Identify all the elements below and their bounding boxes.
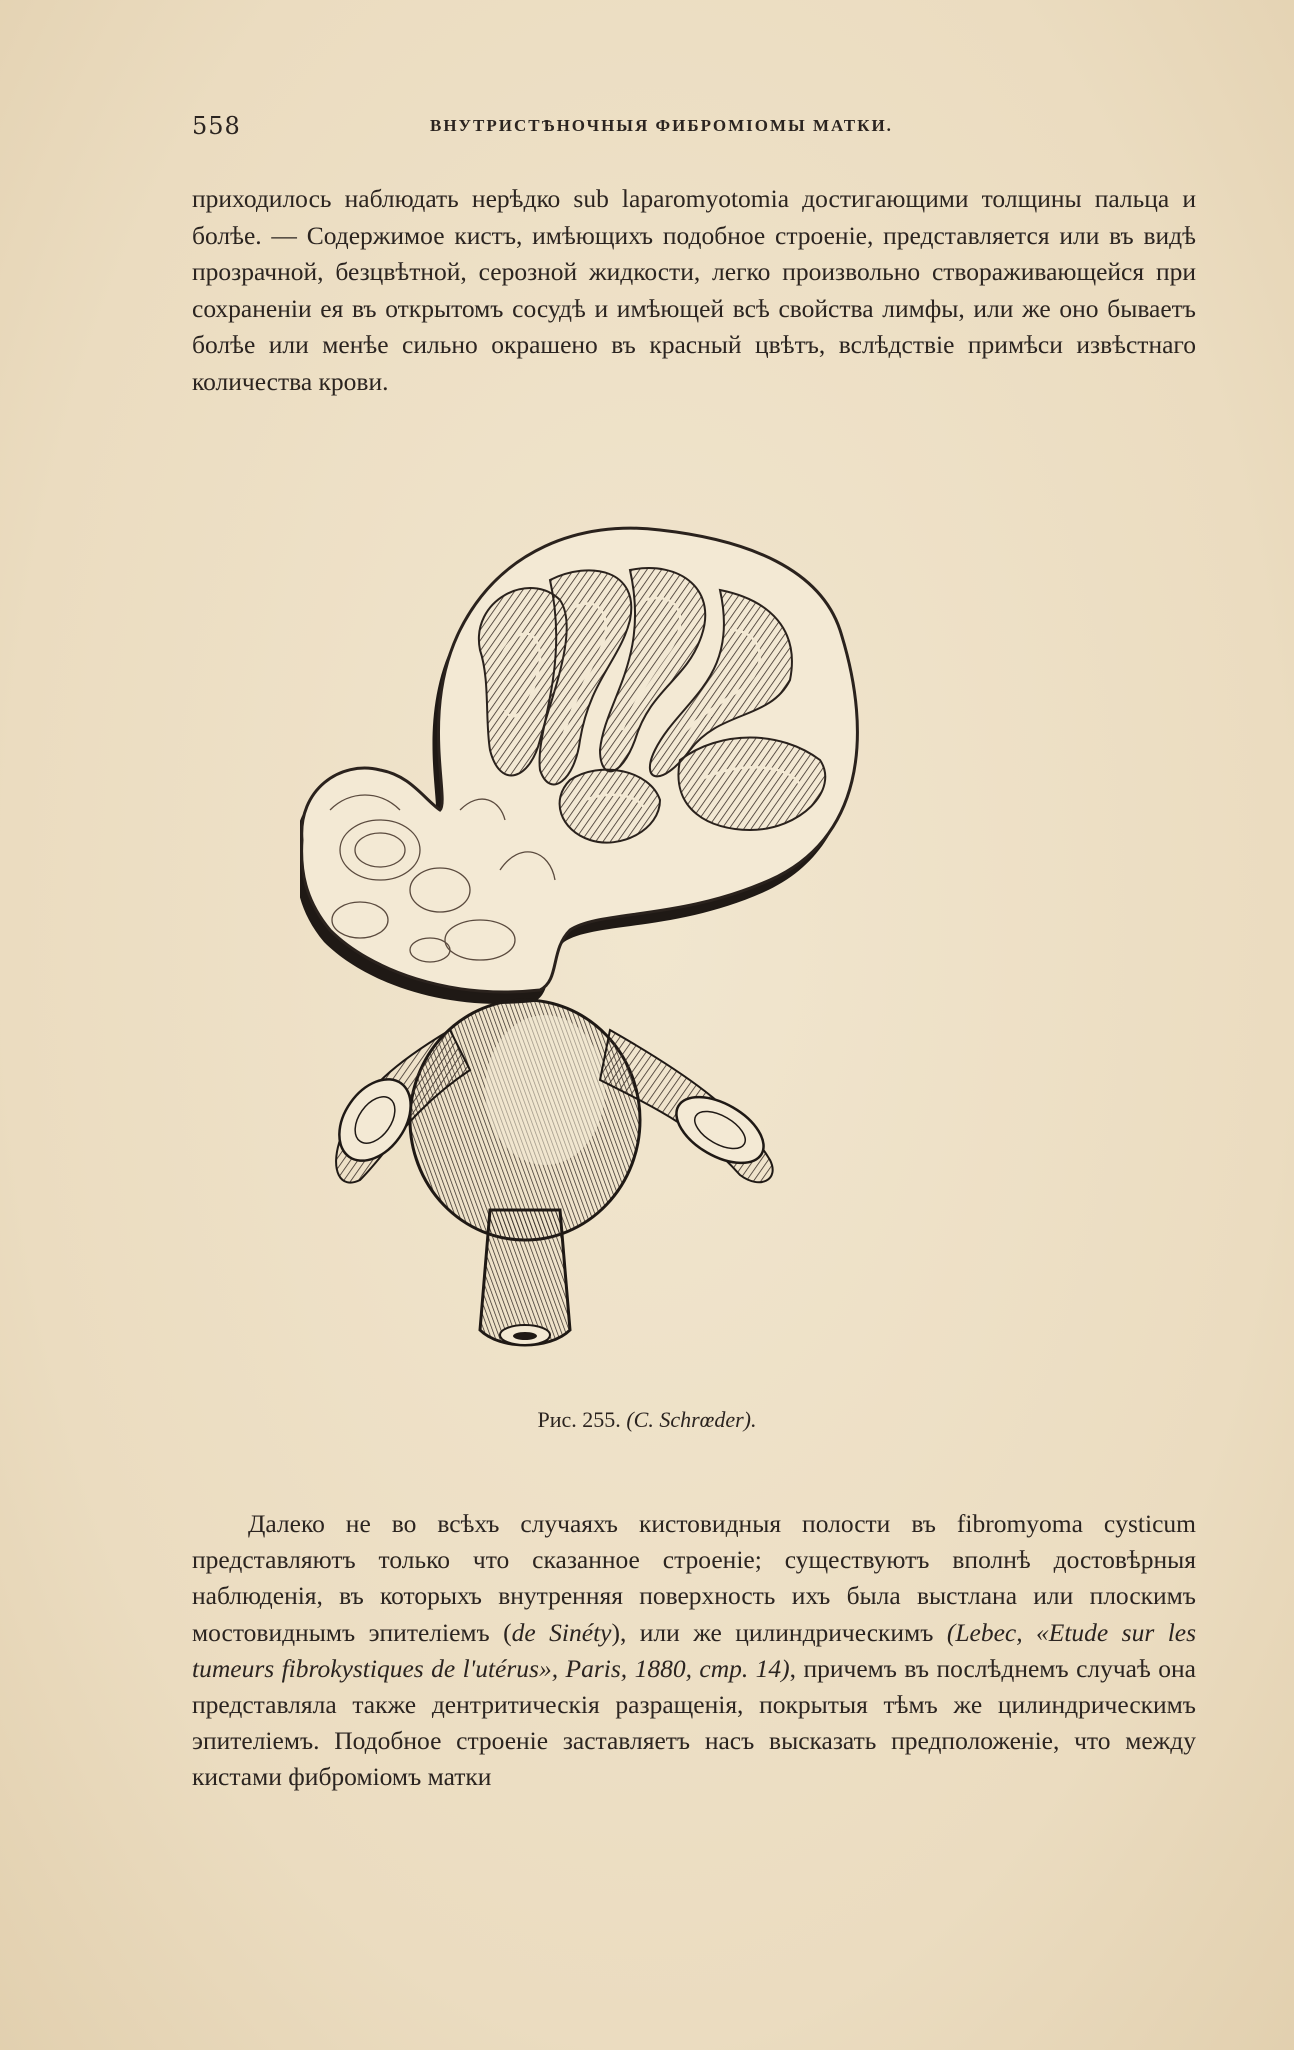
figure-caption bbox=[0, 1407, 1294, 1433]
page-number: 558 bbox=[192, 112, 241, 140]
paragraph-2-part-1: Далеко не во всѣхъ случаяхъ кистовидныя полости въ fibromyoma cysticum представляютъ только что сказанное строеніе; существуютъ вполнѣ достовѣрныя наблюденія, въ которыхъ внутренняя поверхность ихъ была выстлана или плоскимъ мостовиднымъ эпителіемъ ( bbox=[192, 1509, 1196, 1647]
uterus-fibroid-engraving bbox=[300, 510, 960, 1400]
caption-source: (C. Schrœder). bbox=[626, 1407, 757, 1432]
anatomical-illustration bbox=[300, 510, 960, 1400]
citation-de-sinety: de Sinéty bbox=[511, 1617, 612, 1647]
paragraph-1: приходилось наблюдать нерѣдко sub laparomyotomia достигающими толщины пальца и болѣе. — Содержимое кистъ, имѣющихъ подобное строеніе, представляется или въ видѣ прозрачной, безцвѣтной, серозной жидкости, легко произвольно створаживающейся при сохраненіи ея въ открытомъ сосудѣ и имѣющей всѣ свойства лимфы, или же оно бываетъ болѣе или менѣе сильно окрашено въ красный цвѣтъ, вслѣдствіе примѣси извѣстнаго количества крови. bbox=[192, 184, 1196, 396]
paragraph-2 bbox=[192, 1506, 1196, 1796]
citation-lebec: (Lebec, «Etude sur les tumeurs fibrokystiques de l'utérus», Paris, 1880, стр. 14) bbox=[192, 1617, 1197, 1683]
paragraph-2-part-2: ), или же цилиндрическимъ bbox=[611, 1617, 947, 1647]
paragraph-2-part-3: , причемъ въ послѣднемъ случаѣ она представляла также дентритическія разращенія, покрытыя тѣмъ же цилиндрическимъ эпителіемъ. Подобное строеніе заставляетъ насъ высказать предположеніе, что между кистами фибромiомъ матки bbox=[192, 1653, 1196, 1792]
page-header bbox=[192, 112, 1196, 148]
running-title: ВНУТРИСТѢНОЧНЫЯ ФИБРОМІОМЫ МАТКИ. bbox=[430, 116, 893, 135]
caption-label: Рис. 255. bbox=[537, 1407, 621, 1432]
